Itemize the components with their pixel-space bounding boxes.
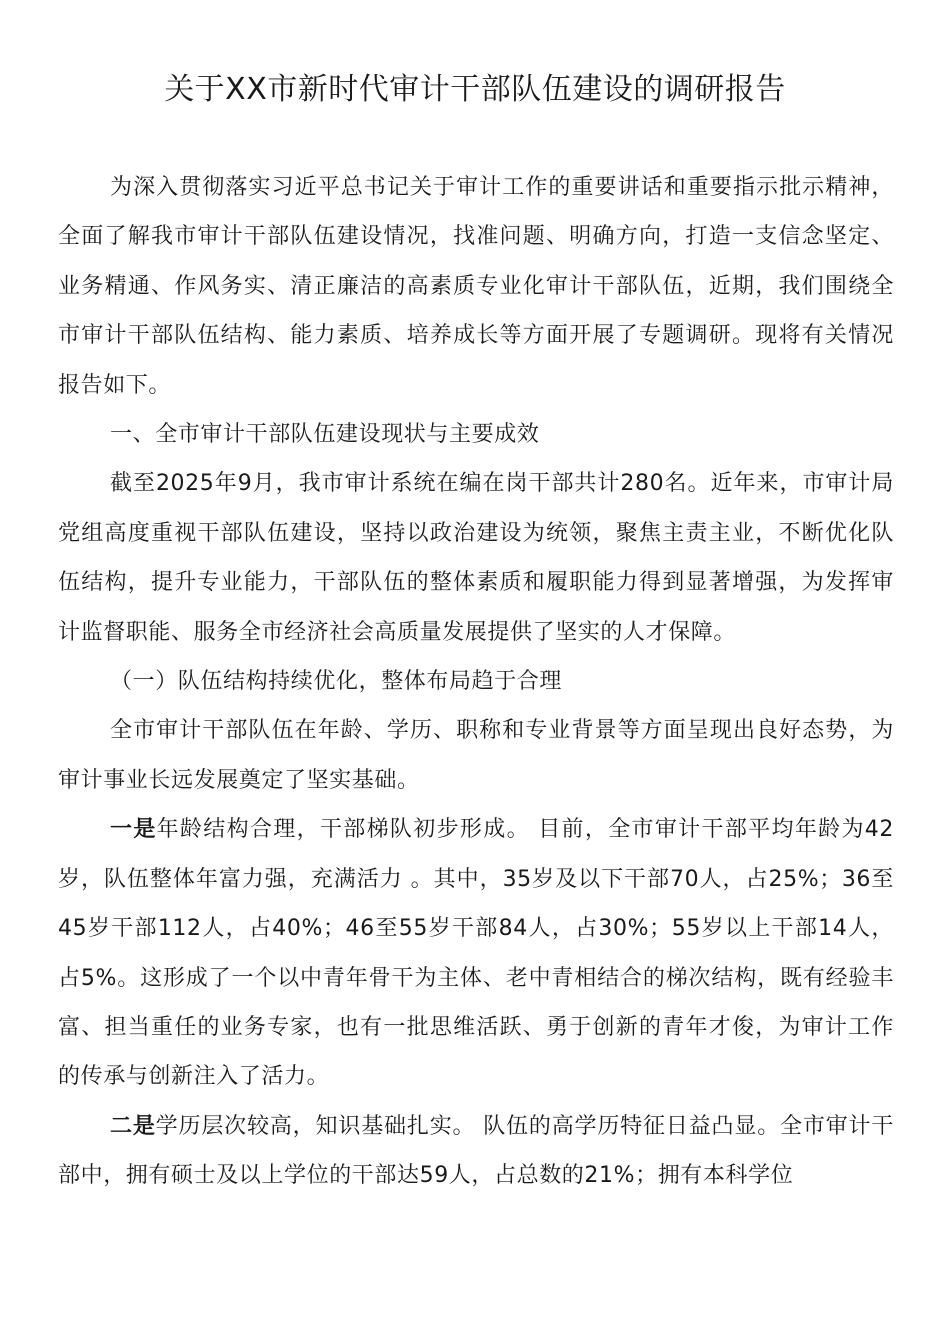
- paragraph-lead: 二是: [110, 1113, 156, 1139]
- paragraph-lead: 一是: [110, 817, 157, 843]
- paragraph-education: [58, 1102, 894, 1201]
- paragraph-text: 截至2025年9月，我市审计系统在编在岗干部共计280名。近年来，市审计局党组高度重视干部队伍建设，坚持以政治建设为统领，聚焦主责主业，不断优化队伍结构，提升专业能力，干部队伍的整体素质和履职能力得到显著增强，为发挥审计监督职能、服务全市经济社会高质量发展提供了坚实的人才保障。: [58, 471, 894, 645]
- paragraph-age-structure: [58, 805, 894, 1101]
- paragraph-structure: [58, 706, 894, 805]
- paragraph-text: （一）队伍结构持续优化，整体布局趋于合理: [110, 669, 563, 695]
- document-body: [58, 163, 894, 1201]
- paragraph-text: 年龄结构合理，干部梯队初步形成。 目前，全市审计干部平均年龄为42岁，队伍整体年富力强，充满活力 。其中，35岁及以下干部70人，占25%；36至45岁干部112人，占40%；46至55岁干部84人，占30%；55岁以上干部14人，占5%。这形成了一个以中青年骨干为主体、老中青相结合的梯次结构，既有经验丰富、担当重任的业务专家，也有一批思维活跃、勇于创新的青年才俊，为审计工作的传承与创新注入了活力。: [58, 817, 894, 1090]
- paragraph-intro: [58, 163, 894, 410]
- paragraph-text: 为深入贯彻落实习近平总书记关于审计工作的重要讲话和重要指示批示精神，全面了解我市审计干部队伍建设情况，找准问题、明确方向，打造一支信念坚定、业务精通、作风务实、清正廉洁的高素质专业化审计干部队伍，近期，我们围绕全市审计干部队伍结构、能力素质、培养成长等方面开展了专题调研。现将有关情况报告如下。: [58, 175, 894, 398]
- subsection-heading-1: [58, 657, 894, 706]
- document-title: 关于XX市新时代审计干部队伍建设的调研报告: [164, 72, 786, 107]
- paragraph-text: 一、全市审计干部队伍建设现状与主要成效: [110, 422, 540, 448]
- paragraph-text: 全市审计干部队伍在年龄、学历、职称和专业背景等方面呈现出良好态势，为审计事业长远发展奠定了坚实基础。: [58, 718, 894, 793]
- section-heading-1: [58, 410, 894, 459]
- paragraph-overview: [58, 459, 894, 657]
- paragraph-text: 学历层次较高，知识基础扎实。 队伍的高学历特征日益凸显。全市审计干部中，拥有硕士及以上学位的干部达59人，占总数的21%；拥有本科学位: [58, 1113, 894, 1189]
